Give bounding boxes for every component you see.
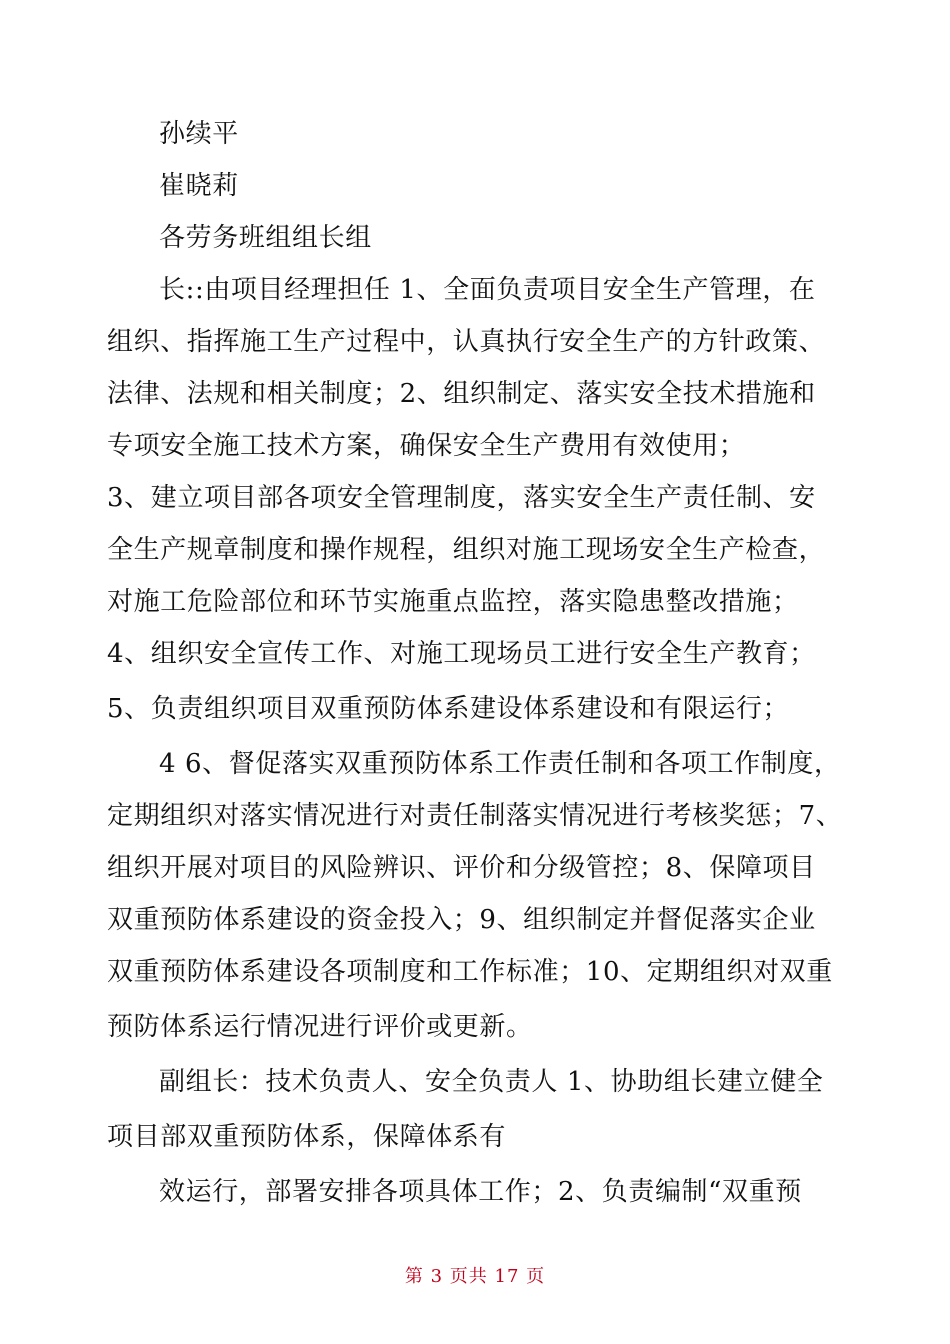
- text-line: 预防体系运行情况进行评价或更新。: [107, 1012, 533, 1042]
- text-line: 孙续平: [159, 119, 239, 149]
- text-line: 4、组织安全宣传工作、对施工现场员工进行安全生产教育；: [107, 639, 816, 669]
- document-body: [107, 108, 847, 1218]
- page-number-footer: 第 3 页共 17 页: [404, 1266, 546, 1287]
- text-line: 崔晓莉: [159, 171, 239, 201]
- text-line: 副组长：技术负责人、安全负责人 1、协助组长建立健全: [159, 1067, 824, 1097]
- text-line: 双重预防体系建设的资金投入；9、组织制定并督促落实企业: [107, 905, 816, 935]
- text-line: 5、负责组织项目双重预防体系建设体系建设和有限运行；: [107, 694, 790, 724]
- text-line: 效运行，部署安排各项具体工作；2、负责编制“双重预: [159, 1177, 802, 1207]
- text-line: 组织开展对项目的风险辨识、评价和分级管控；8、保障项目: [107, 853, 816, 883]
- text-line: 法律、法规和相关制度；2、组织制定、落实安全技术措施和: [107, 379, 816, 409]
- text-line: 对施工危险部位和环节实施重点监控，落实隐患整改措施；: [107, 587, 799, 617]
- text-line: 长::由项目经理担任 1、全面负责项目安全生产管理，在: [159, 275, 816, 305]
- text-line: 全生产规章制度和操作规程，组织对施工现场安全生产检查，: [107, 535, 826, 565]
- text-line: 项目部双重预防体系，保障体系有: [107, 1122, 507, 1152]
- text-line: 各劳务班组组长组: [159, 223, 372, 253]
- text-line: 组织、指挥施工生产过程中，认真执行安全生产的方针政策、: [107, 327, 826, 357]
- text-line: 专项安全施工技术方案，确保安全生产费用有效使用；: [107, 431, 746, 461]
- text-line: 双重预防体系建设各项制度和工作标准；10、定期组织对双重: [107, 957, 833, 987]
- text-line: 3、建立项目部各项安全管理制度，落实安全生产责任制、安: [107, 483, 816, 513]
- text-line: 4 6、督促落实双重预防体系工作责任制和各项工作制度，: [159, 749, 841, 779]
- text-line: 定期组织对落实情况进行对责任制落实情况进行考核奖惩；7、: [107, 801, 843, 831]
